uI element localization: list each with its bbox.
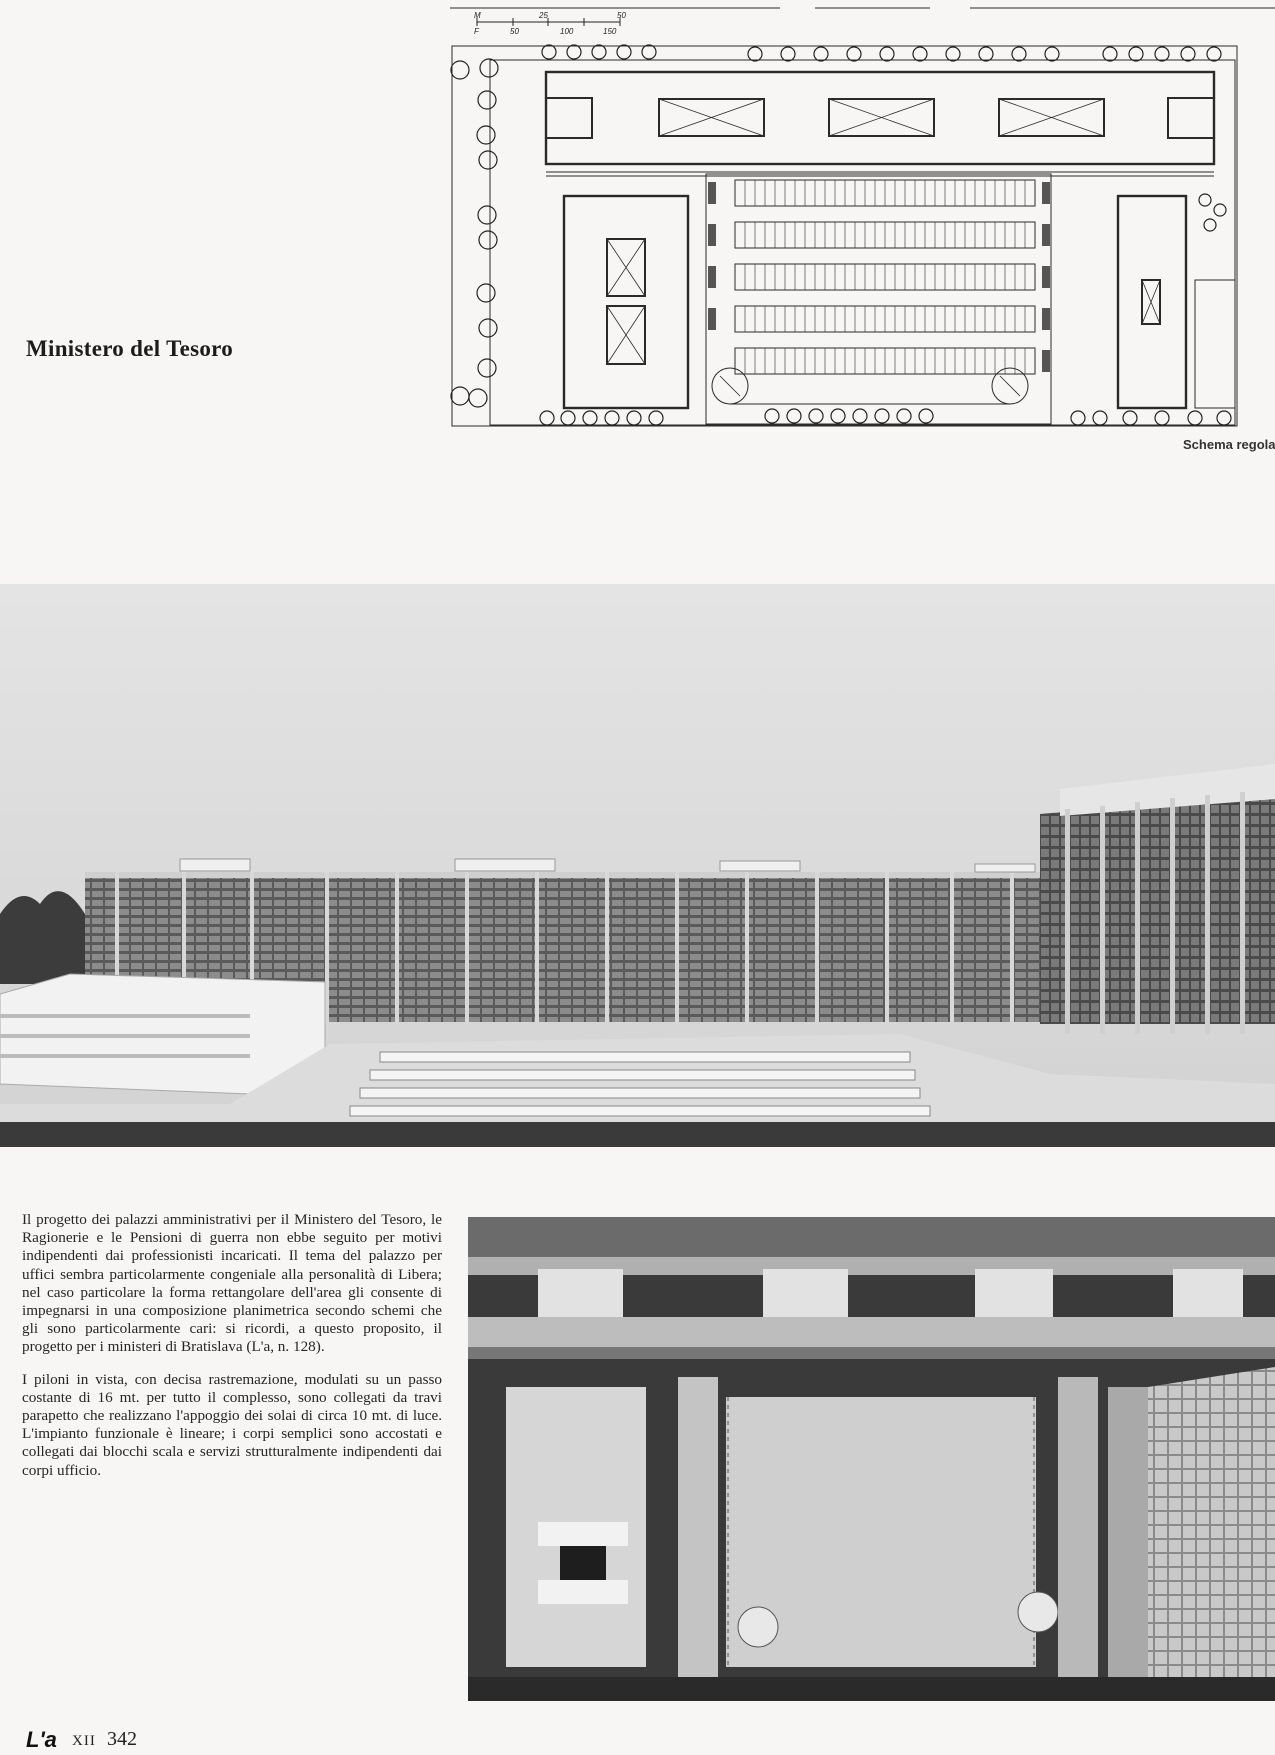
scale-label-bottom-3: 150 [603, 27, 617, 36]
scale-label-bottom-2: 100 [560, 27, 574, 36]
scale-label-bottom-0: F [474, 27, 479, 36]
scale-label-top-2: 50 [617, 11, 626, 20]
scale-label-top-1: 25 [539, 11, 548, 20]
plan-caption: Schema regola [1183, 437, 1275, 452]
magazine-logo: L'a [26, 1727, 57, 1752]
site-plan-drawing [450, 0, 1275, 430]
page-number: 342 [107, 1728, 137, 1750]
scale-label-bottom-1: 50 [510, 27, 519, 36]
body-paragraph: Il progetto dei palazzi amministrativi per il Ministero del Tesoro, le Ragionerie e le Pensioni di guerra non ebbe seguito per motivi indipendenti dai professionisti incaricati. Il tema del palazzo per uffici sembra particolarmente congeniale alla personalità di Libera; nel caso particolare la forma rettangolare dell'area gli consente di impegnarsi in una composizione planimetrica secondo schemi che gli sono particolarmente cari: si ricordi, a questo proposito, il progetto per i ministeri di Bratislava (L'a, n. 128). [22, 1211, 442, 1356]
volume-number: XII [72, 1733, 96, 1749]
body-text [22, 1211, 442, 1494]
scale-label-top-0: M [474, 11, 481, 20]
model-photograph [0, 584, 1275, 1147]
body-paragraph: I piloni in vista, con decisa rastremazione, modulati su un passo costante di 16 mt. per tutto il complesso, sono collegati da travi parapetto che realizzano l'appoggio dei solai di circa 10 mt. di luce. L'impianto funzionale è lineare; i corpi semplici sono accostati e collegati dai blocchi scala e servizi strutturalmente indipendenti dai corpi ufficio. [22, 1370, 442, 1479]
detail-model-photograph [468, 1217, 1275, 1701]
page-title: Ministero del Tesoro [26, 336, 234, 361]
